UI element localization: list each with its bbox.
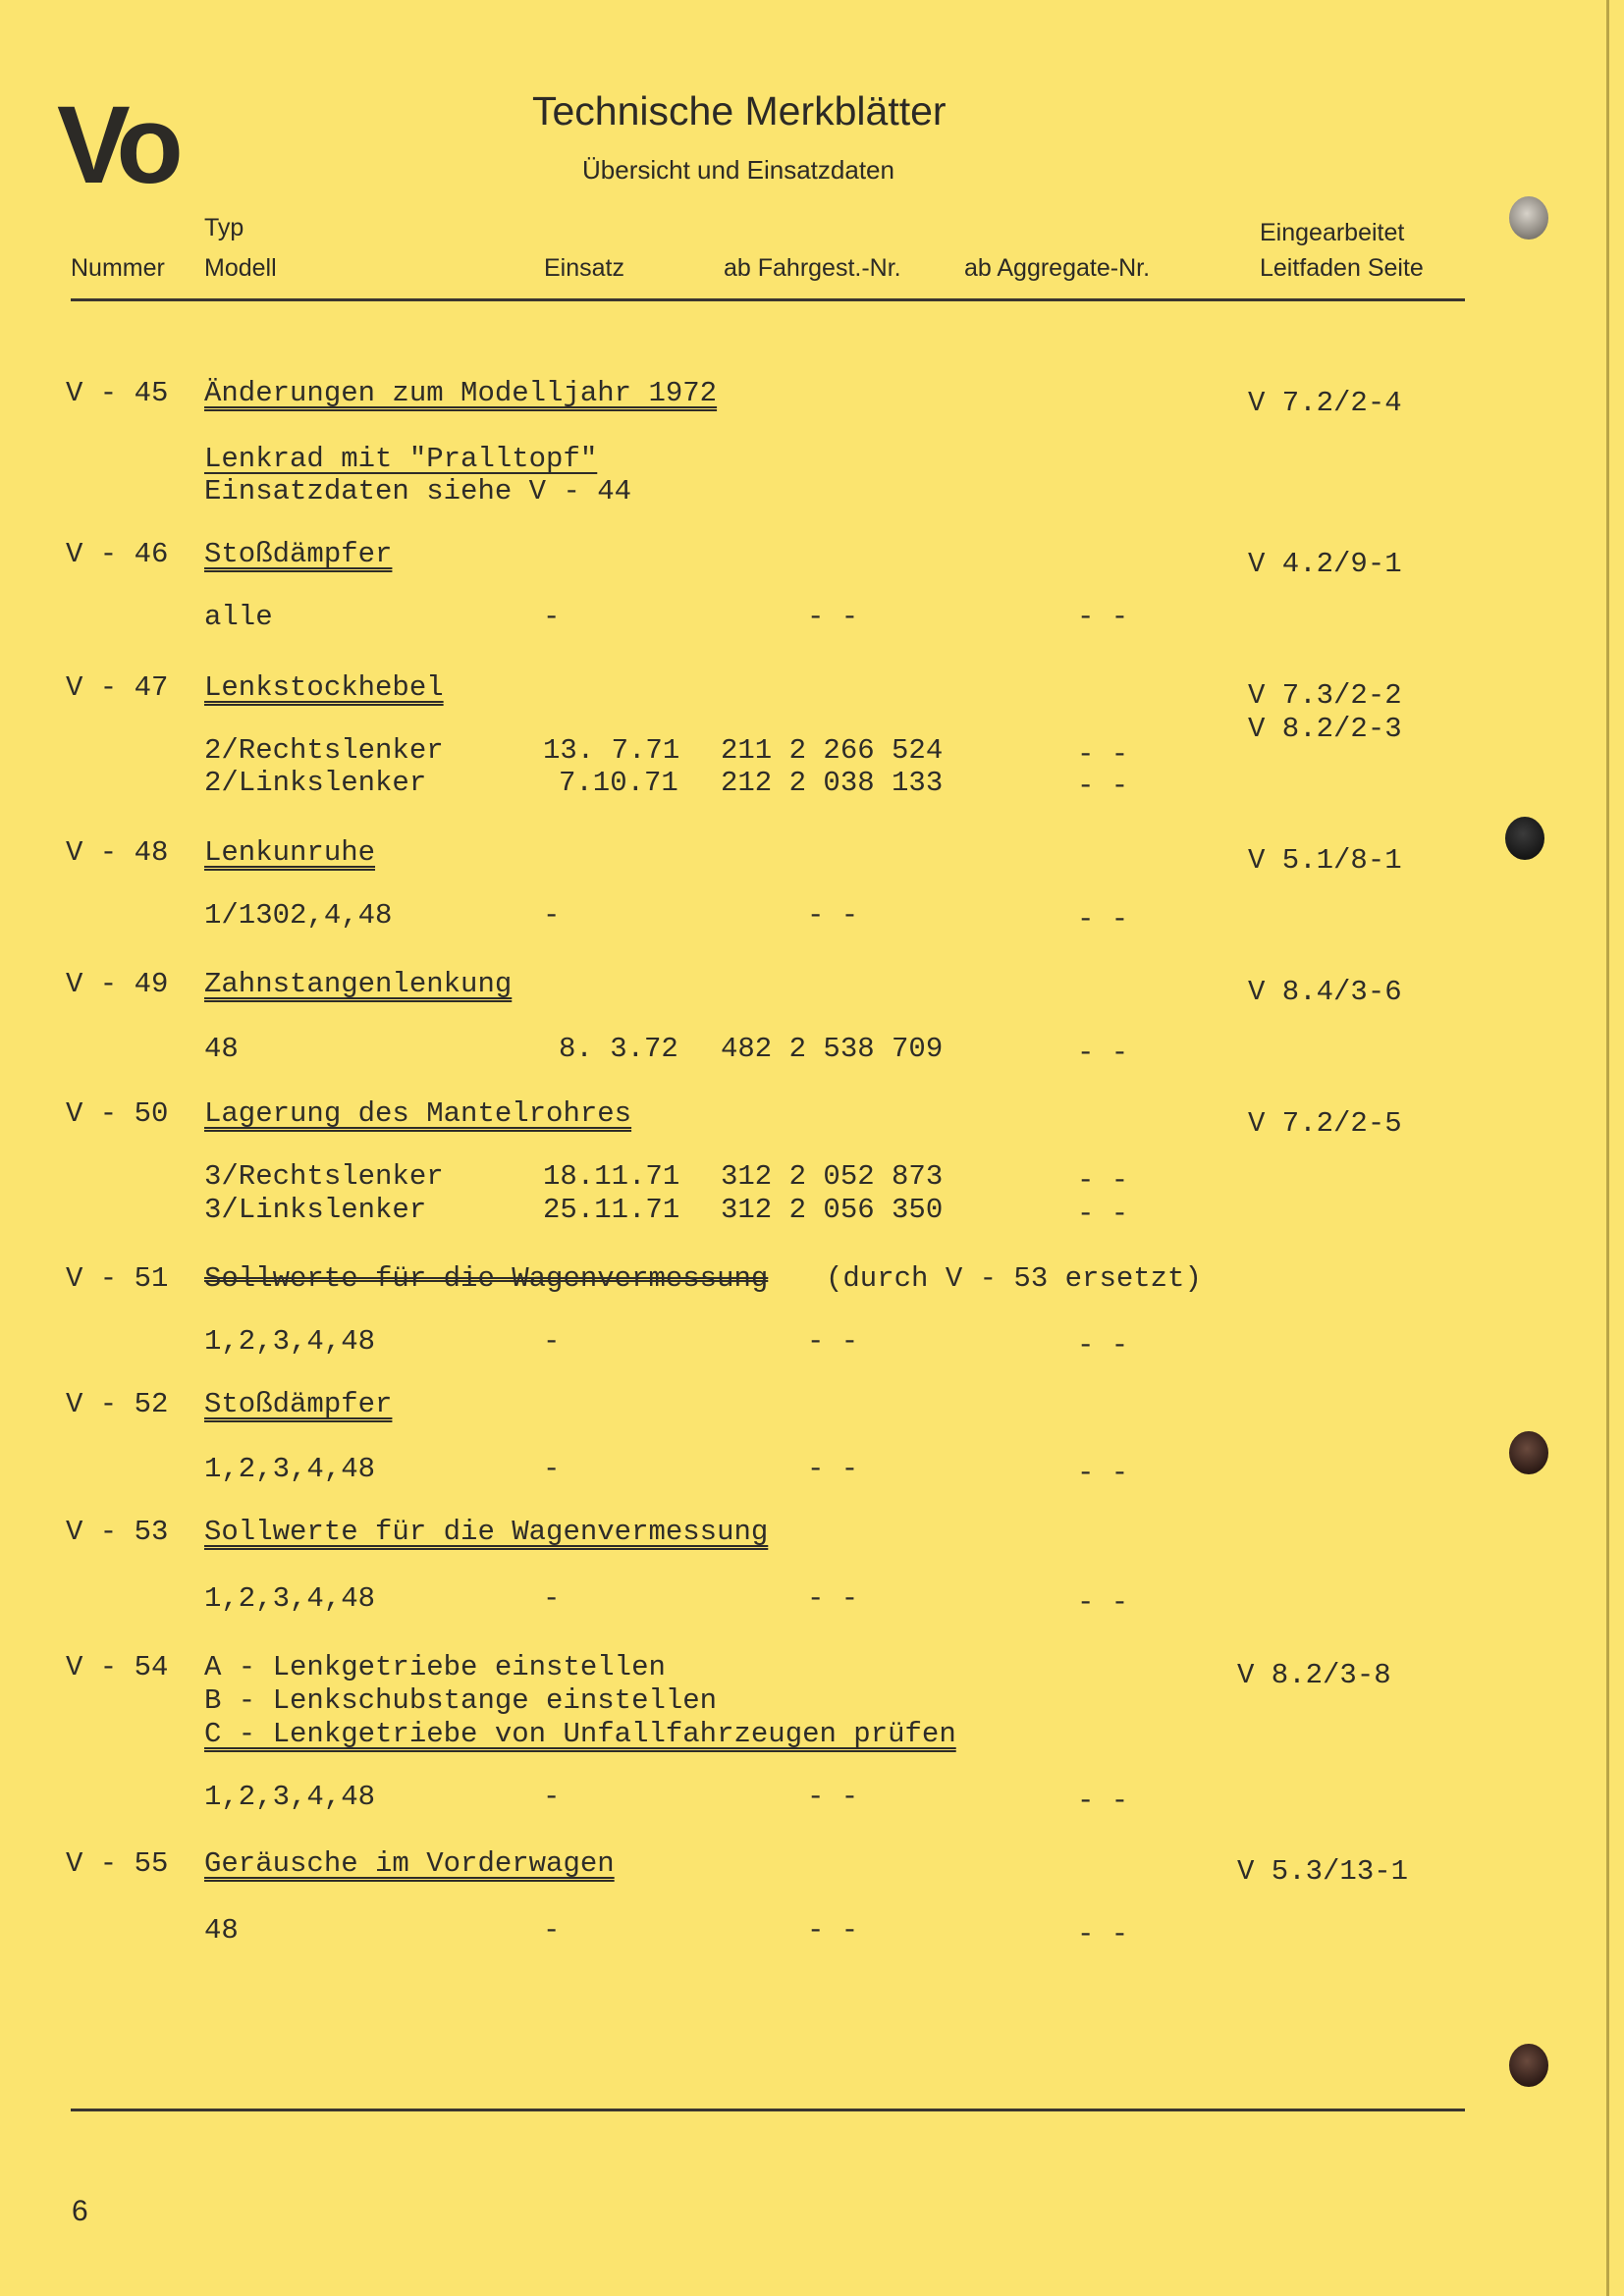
entry-reference: V 8.4/3-6: [1248, 976, 1402, 1008]
entry-number: V - 48: [66, 836, 169, 869]
entry-reference: V 7.2/2-5: [1248, 1107, 1402, 1140]
page-number: 6: [72, 2195, 88, 2227]
cell-einsatz: -: [543, 1781, 561, 1813]
page-edge: [1606, 0, 1609, 2296]
cell-einsatz: -: [543, 899, 561, 932]
page-subtitle: Übersicht und Einsatzdaten: [582, 155, 894, 185]
cell-fahrgest: - -: [807, 601, 859, 633]
cell-aggregate: - -: [1077, 738, 1129, 771]
punch-hole-icon: [1509, 196, 1548, 240]
cell-modell: 1,2,3,4,48: [204, 1781, 376, 1813]
cell-aggregate: - -: [1077, 1918, 1129, 1950]
cell-einsatz: -: [543, 1325, 561, 1358]
entry-line: A - Lenkgetriebe einstellen: [204, 1651, 666, 1683]
entry-title: Änderungen zum Modelljahr 1972: [204, 377, 718, 409]
entry-title: Stoßdämpfer: [204, 538, 393, 570]
entry-number: V - 52: [66, 1388, 169, 1420]
entry-reference: V 7.2/2-4: [1248, 387, 1402, 419]
cell-einsatz: 18.11.71: [543, 1160, 680, 1193]
cell-einsatz: 25.11.71: [543, 1194, 680, 1226]
entry-reference: V 8.2/3-8: [1237, 1659, 1391, 1691]
column-header-nummer: Nummer: [71, 254, 165, 282]
entry-title: Stoßdämpfer: [204, 1388, 393, 1420]
entry-title: Lagerung des Mantelrohres: [204, 1097, 632, 1130]
cell-fahrgest: 312 2 052 873: [721, 1160, 944, 1193]
entry-title: Lenkstockhebel: [204, 671, 444, 704]
column-header-typ: Typ: [204, 214, 244, 241]
cell-fahrgest: - -: [807, 1582, 859, 1615]
cell-aggregate: - -: [1077, 1586, 1129, 1619]
cell-aggregate: - -: [1077, 1164, 1129, 1197]
cell-modell: 1,2,3,4,48: [204, 1582, 376, 1615]
cell-modell: 3/Rechtslenker: [204, 1160, 444, 1193]
entry-subtitle: Lenkrad mit "Pralltopf": [204, 443, 598, 475]
entry-reference: V 5.3/13-1: [1237, 1855, 1409, 1888]
entry-title: Geräusche im Vorderwagen: [204, 1847, 615, 1880]
cell-modell: 1,2,3,4,48: [204, 1453, 376, 1485]
cell-aggregate: - -: [1077, 1198, 1129, 1230]
cell-modell: 2/Linkslenker: [204, 767, 427, 799]
punch-hole-icon: [1509, 2044, 1548, 2087]
entry-title: Lenkunruhe: [204, 836, 376, 869]
cell-aggregate: - -: [1077, 903, 1129, 935]
cell-einsatz: -: [543, 1453, 561, 1485]
header-divider: [71, 298, 1465, 301]
cell-fahrgest: 212 2 038 133: [721, 767, 944, 799]
cell-modell: alle: [204, 601, 273, 633]
entry-title: Zahnstangenlenkung: [204, 968, 513, 1000]
entry-number: V - 54: [66, 1651, 169, 1683]
cell-aggregate: - -: [1077, 1037, 1129, 1069]
entry-number: V - 51: [66, 1262, 169, 1295]
column-header-fahrgest: ab Fahrgest.-Nr.: [724, 254, 901, 282]
entry-number: V - 50: [66, 1097, 169, 1130]
entry-reference: V 5.1/8-1: [1248, 844, 1402, 877]
column-header-einsatz: Einsatz: [544, 254, 624, 282]
cell-fahrgest: 312 2 056 350: [721, 1194, 944, 1226]
cell-aggregate: - -: [1077, 1457, 1129, 1489]
entry-number: V - 55: [66, 1847, 169, 1880]
entry-number: V - 47: [66, 671, 169, 704]
cell-modell: 1/1302,4,48: [204, 899, 393, 932]
cell-modell: 48: [204, 1033, 239, 1065]
entry-line: C - Lenkgetriebe von Unfallfahrzeugen prüfen: [204, 1718, 956, 1750]
punch-hole-icon: [1509, 1431, 1548, 1474]
cell-fahrgest: - -: [807, 899, 859, 932]
cell-aggregate: - -: [1077, 1329, 1129, 1362]
brand-logo: Vo: [57, 83, 178, 206]
column-header-eingearbeitet: Eingearbeitet: [1260, 219, 1405, 246]
footer-divider: [71, 2109, 1465, 2111]
entry-number: V - 49: [66, 968, 169, 1000]
cell-einsatz: -: [543, 1914, 561, 1947]
cell-einsatz: -: [543, 1582, 561, 1615]
entry-reference: V 8.2/2-3: [1248, 713, 1402, 745]
cell-modell: 1,2,3,4,48: [204, 1325, 376, 1358]
cell-fahrgest: 211 2 266 524: [721, 734, 944, 767]
column-header-leitfaden: Leitfaden Seite: [1260, 254, 1424, 282]
punch-hole-icon: [1505, 817, 1544, 860]
cell-fahrgest: - -: [807, 1781, 859, 1813]
cell-einsatz: 7.10.71: [559, 767, 678, 799]
cell-einsatz: -: [543, 601, 561, 633]
cell-aggregate: - -: [1077, 770, 1129, 802]
page-title: Technische Merkblätter: [532, 88, 947, 133]
entry-title: Sollwerte für die Wagenvermessung: [204, 1516, 769, 1548]
cell-aggregate: - -: [1077, 1785, 1129, 1817]
cell-fahrgest: - -: [807, 1325, 859, 1358]
cell-einsatz: 8. 3.72: [559, 1033, 678, 1065]
entry-number: V - 53: [66, 1516, 169, 1548]
cell-einsatz: 13. 7.71: [543, 734, 680, 767]
entry-title-struck: Sollwerte für die Wagenvermessung: [204, 1262, 769, 1295]
entry-reference: V 4.2/9-1: [1248, 548, 1402, 580]
cell-modell: 48: [204, 1914, 239, 1947]
entry-reference: V 7.3/2-2: [1248, 679, 1402, 712]
cell-fahrgest: - -: [807, 1453, 859, 1485]
column-header-aggregate: ab Aggregate-Nr.: [964, 254, 1151, 282]
cell-modell: 3/Linkslenker: [204, 1194, 427, 1226]
cell-fahrgest: - -: [807, 1914, 859, 1947]
column-header-modell: Modell: [204, 254, 277, 282]
entry-number: V - 46: [66, 538, 169, 570]
entry-line: B - Lenkschubstange einstellen: [204, 1684, 718, 1717]
cell-aggregate: - -: [1077, 601, 1129, 633]
entry-note: (durch V - 53 ersetzt): [826, 1262, 1202, 1295]
cell-fahrgest: 482 2 538 709: [721, 1033, 944, 1065]
entry-note: Einsatzdaten siehe V - 44: [204, 475, 632, 507]
entry-number: V - 45: [66, 377, 169, 409]
cell-modell: 2/Rechtslenker: [204, 734, 444, 767]
